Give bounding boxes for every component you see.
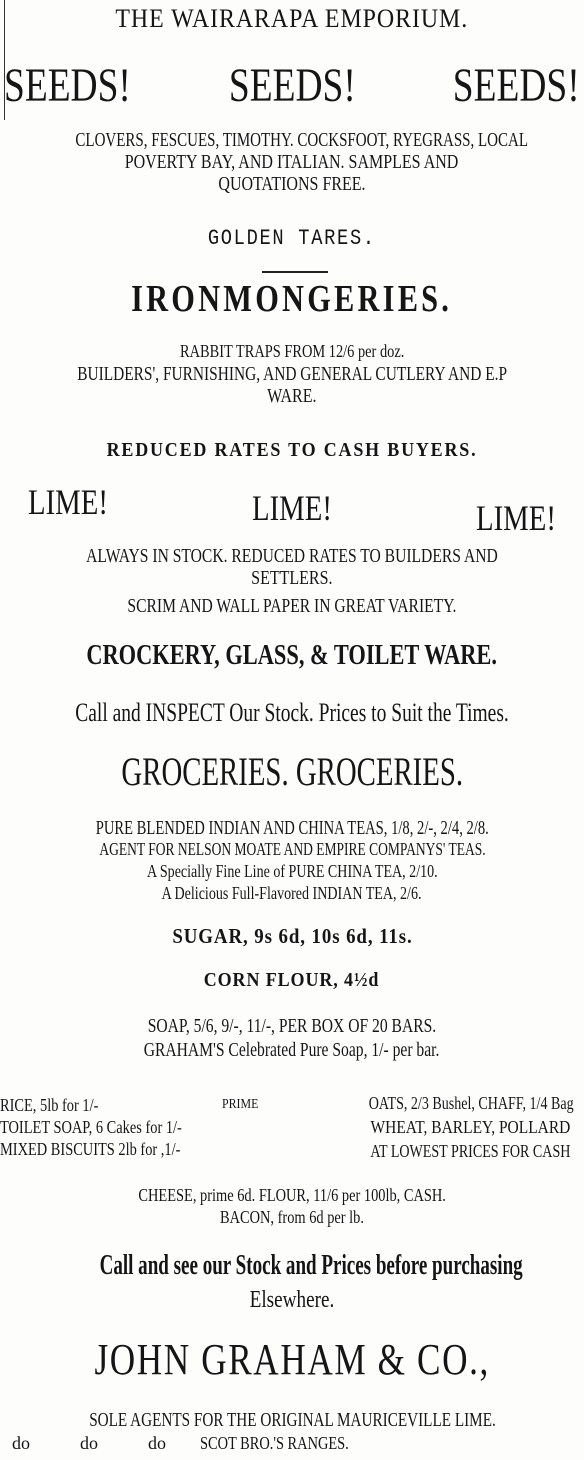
seeds-list-text-2: POVERTY BAY, AND ITALIAN. SAMPLES AND: [125, 151, 459, 173]
price-right-1: OATS, 2/3 Bushel, CHAFF, 1/4 Bag: [369, 1093, 574, 1113]
cheese-text: CHEESE, prime 6d. FLOUR, 11/6 per 100lb, CASH.: [138, 1185, 446, 1205]
ditto-3: do: [148, 1433, 166, 1453]
teas-line-4: [0, 884, 584, 902]
price-left-3: MIXED BISCUITS 2lb for ,1/-: [0, 1139, 181, 1159]
groceries-heading: [0, 749, 584, 794]
rabbit-traps-line: [0, 342, 584, 360]
elsewhere-text: Elsewhere.: [249, 1287, 335, 1313]
lime-shout-row: [0, 484, 584, 536]
inspect-line: [0, 700, 584, 726]
ware-line: [0, 386, 584, 406]
seeds-shout-1: SEEDS!: [4, 59, 131, 112]
price-right-3: AT LOWEST PRICES FOR CASH: [370, 1141, 570, 1161]
ditto-2: do: [80, 1433, 98, 1453]
price-left-2: TOILET SOAP, 6 Cakes for 1/-: [0, 1117, 182, 1137]
groceries-heading-text: GROCERIES. GROCERIES.: [121, 749, 463, 794]
bacon-text: BACON, from 6d per lb.: [219, 1207, 364, 1227]
emporium-title: [0, 6, 584, 32]
price-middle-prime: PRIME: [222, 1097, 259, 1112]
soap-line-2: [0, 1040, 584, 1060]
call-and-see-text: Call and see our Stock and Prices before purchasing: [99, 1250, 523, 1281]
lime-shout-1: LIME!: [28, 482, 108, 522]
teas-line-1: [0, 818, 584, 838]
rabbit-traps-text: RABBIT TRAPS FROM 12/6 per doz.: [179, 341, 405, 361]
teas-line-3: [0, 862, 584, 880]
teas-line-2: [0, 840, 584, 858]
sugar-line: [0, 926, 584, 947]
call-and-see-line: [0, 1252, 584, 1280]
section-divider: [262, 271, 328, 273]
corn-flour-text: CORN FLOUR, 4½d: [204, 969, 380, 991]
seeds-list-line-3: [0, 174, 584, 194]
scrim-line: [0, 596, 584, 616]
ironmongeries-heading-text: IRONMONGERIES.: [131, 278, 453, 320]
ironmongeries-heading: [0, 280, 584, 318]
sugar-text: SUGAR, 9s 6d, 10s 6d, 11s.: [171, 924, 413, 948]
seeds-shout-row: [0, 59, 584, 112]
crockery-heading: [0, 642, 584, 670]
reduced-rates-line: [0, 440, 584, 460]
firm-name-text: JOHN GRAHAM & CO.,: [94, 1335, 490, 1384]
scrim-text: SCRIM AND WALL PAPER IN GREAT VARIETY.: [127, 595, 457, 617]
cheese-line: [0, 1186, 584, 1204]
crockery-heading-text: CROCKERY, GLASS, & TOILET WARE.: [86, 640, 498, 671]
seeds-shout-2: SEEDS!: [228, 59, 356, 112]
lime-shout-3: LIME!: [476, 498, 556, 538]
seeds-list-line-1: [0, 130, 584, 150]
teas-text-3: A Specially Fine Line of PURE CHINA TEA, 2/10.: [146, 861, 438, 881]
reduced-rates-text: REDUCED RATES TO CASH BUYERS.: [106, 439, 478, 461]
always-in-stock-line: [0, 546, 584, 566]
ranges-text: SCOT BRO.'S RANGES.: [200, 1433, 349, 1453]
always-in-stock-text: ALWAYS IN STOCK. REDUCED RATES TO BUILDERS AND: [86, 545, 498, 567]
price-right-2: WHEAT, BARLEY, POLLARD: [370, 1117, 570, 1137]
settlers-line: [0, 568, 584, 588]
teas-text-4: A Delicious Full-Flavored INDIAN TEA, 2/6.: [162, 883, 422, 903]
emporium-title-text: THE WAIRARAPA EMPORIUM.: [115, 4, 469, 33]
inspect-text: Call and INSPECT Our Stock. Prices to Suit the Times.: [75, 698, 509, 727]
soap-text-2: GRAHAM'S Celebrated Pure Soap, 1/- per bar.: [144, 1039, 440, 1061]
settlers-text: SETTLERS.: [251, 567, 333, 589]
builders-text: BUILDERS', FURNISHING, AND GENERAL CUTLERY AND E.P: [77, 363, 507, 385]
seeds-list-line-2: [0, 152, 584, 172]
price-left-1: RICE, 5lb for 1/-: [0, 1095, 99, 1115]
elsewhere-line: [0, 1288, 584, 1312]
soap-text-1: SOAP, 5/6, 9/-, 11/-, PER BOX OF 20 BARS.: [147, 1015, 437, 1037]
corn-flour-line: [0, 970, 584, 990]
ditto-1: do: [12, 1433, 30, 1453]
sole-agents-line: [0, 1410, 584, 1430]
builders-line: [0, 364, 584, 384]
bacon-line: [0, 1208, 584, 1226]
golden-tares-text: GOLDEN TARES.: [207, 226, 376, 251]
teas-text-2: AGENT FOR NELSON MOATE AND EMPIRE COMPANYS' TEAS.: [98, 839, 486, 859]
teas-text-1: PURE BLENDED INDIAN AND CHINA TEAS, 1/8, 2/-, 2/4, 2/8.: [95, 817, 489, 839]
soap-line-1: [0, 1016, 584, 1036]
firm-name: [0, 1335, 584, 1384]
golden-tares: [0, 228, 584, 250]
lime-shout-2: LIME!: [252, 488, 332, 528]
ware-text: WARE.: [267, 385, 317, 407]
seeds-list-text-3: QUOTATIONS FREE.: [218, 173, 366, 195]
seeds-shout-3: SEEDS!: [453, 59, 580, 112]
sole-agents-text: SOLE AGENTS FOR THE ORIGINAL MAURICEVILLE LIME.: [88, 1409, 496, 1431]
seeds-list-text-1: CLOVERS, FESCUES, TIMOTHY. COCKSFOOT, RYEGRASS, LOCAL: [75, 129, 529, 151]
